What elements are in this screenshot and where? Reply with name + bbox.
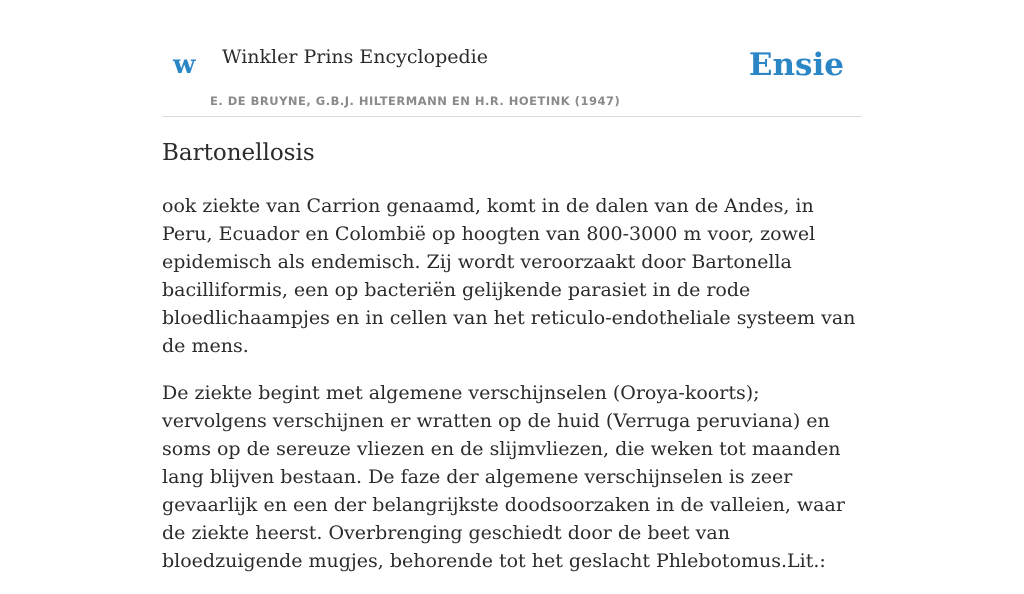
article-title: Bartonellosis — [162, 140, 315, 166]
source-logo[interactable]: w — [173, 50, 196, 80]
article-body — [162, 192, 862, 594]
source-title[interactable]: Winkler Prins Encyclopedie — [222, 46, 488, 68]
page-container — [162, 0, 862, 572]
brand-logo[interactable]: Ensie — [748, 47, 844, 83]
source-authors: E. DE BRUYNE, G.B.J. HILTERMANN EN H.R. HOETINK (1947) — [210, 94, 621, 108]
source-header — [162, 0, 862, 117]
article-paragraph: De ziekte begint met algemene verschijnselen (Oroya-koorts); vervolgens verschijnen er wratten op de huid (Verruga peruviana) en soms op de sereuze vliezen en de slijmvliezen, die weken tot maanden lang blijven bestaan. De faze der algemene verschijnselen is zeer gevaarlijk en een der belangrijkste doodsoorzaken in de valleien, waar de ziekte heerst. Overbrenging geschiedt door de beet van bloedzuigende mugjes, behorende tot het geslacht Phlebotomus.Lit.: — [162, 382, 845, 572]
article-paragraph: ook ziekte van Carrion genaamd, komt in de dalen van de Andes, in Peru, Ecuador en Colombië op hoogten van 800-3000 m voor, zowel epidemisch als endemisch. Zij wordt veroorzaakt door Bartonella bacilliformis, een op bacteriën gelijkende parasiet in de rode bloedlichaampjes en in cellen van het reticulo-endotheliale systeem van de mens. — [162, 195, 856, 357]
